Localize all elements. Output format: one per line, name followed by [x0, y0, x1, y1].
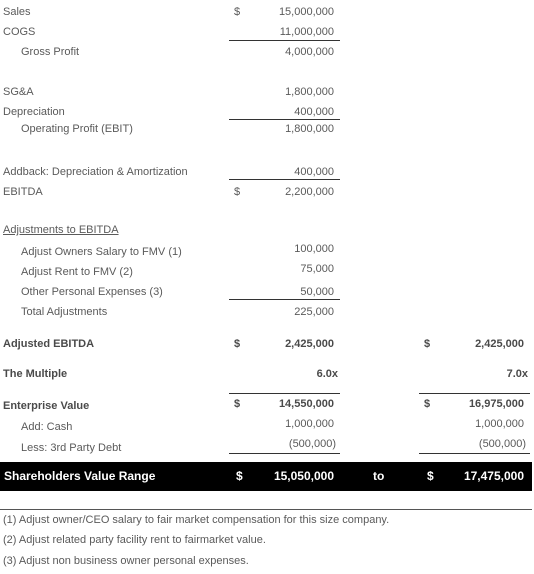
footnote: (3) Adjust non business owner personal expenses.: [3, 555, 249, 567]
add-cash-low: 1,000,000: [285, 418, 334, 430]
banner-label: Shareholders Value Range: [4, 469, 156, 483]
adjustments-heading: Adjustments to EBITDA: [3, 224, 119, 236]
sales-currency: $: [234, 6, 241, 18]
ebit-label: Operating Profit (EBIT): [21, 123, 133, 135]
depreciation-value: 400,000: [294, 106, 334, 118]
gross-profit-label: Gross Profit: [21, 46, 80, 58]
banner-high-value: 17,475,000: [463, 469, 524, 483]
cogs-value: 11,000,000: [279, 26, 334, 38]
adjusted-ebitda-currency-high: $: [424, 338, 431, 350]
adjusted-ebitda-high: 2,425,000: [475, 338, 524, 350]
banner-to: to: [373, 469, 385, 483]
enterprise-value-low: 14,550,000: [278, 398, 334, 410]
cogs-label: COGS: [3, 26, 36, 38]
footnote-divider: [0, 509, 532, 510]
ebit-value: 1,800,000: [285, 123, 334, 135]
less-debt-low: (500,000): [288, 438, 336, 450]
ebitda-label: EBITDA: [3, 186, 43, 198]
multiple-label: The Multiple: [3, 368, 68, 380]
total-adjustments-value: 225,000: [294, 306, 334, 318]
add-cash-high: 1,000,000: [475, 418, 524, 430]
addback-value: 400,000: [294, 166, 334, 178]
enterprise-value-currency-low: $: [234, 398, 241, 410]
subtotal-rule: [229, 119, 340, 120]
adjusted-ebitda-label: Adjusted EBITDA: [3, 338, 95, 350]
sga-label: SG&A: [3, 86, 34, 98]
adjustment-value: 50,000: [300, 286, 334, 298]
subtotal-rule: [419, 393, 530, 394]
adjustment-value: 100,000: [294, 243, 334, 255]
ebitda-value: 2,200,000: [285, 186, 334, 198]
banner-currency-high: $: [427, 469, 434, 483]
subtotal-rule: [229, 179, 340, 180]
sales-value: 15,000,000: [278, 6, 334, 18]
depreciation-label: Depreciation: [3, 106, 65, 118]
subtotal-rule: [229, 453, 340, 454]
adjustment-label: Adjust Rent to FMV (2): [21, 266, 133, 278]
add-cash-label: Add: Cash: [21, 421, 73, 433]
footnote: (2) Adjust related party facility rent to fairmarket value.: [3, 534, 266, 546]
sales-label: Sales: [3, 6, 31, 18]
adjusted-ebitda-low: 2,425,000: [285, 338, 334, 350]
subtotal-rule: [419, 453, 530, 454]
adjustment-label: Other Personal Expenses (3): [21, 286, 163, 298]
subtotal-rule: [229, 299, 340, 300]
enterprise-value-high: 16,975,000: [468, 398, 524, 410]
subtotal-rule: [229, 40, 340, 41]
less-debt-label: Less: 3rd Party Debt: [21, 442, 122, 454]
multiple-high: 7.0x: [506, 368, 528, 380]
multiple-low: 6.0x: [316, 368, 338, 380]
sga-value: 1,800,000: [285, 86, 334, 98]
adjusted-ebitda-currency-low: $: [234, 338, 241, 350]
addback-label: Addback: Depreciation & Amortization: [3, 166, 188, 178]
less-debt-high: (500,000): [478, 438, 526, 450]
enterprise-value-currency-high: $: [424, 398, 431, 410]
gross-profit-value: 4,000,000: [285, 46, 334, 58]
enterprise-value-label: Enterprise Value: [3, 400, 90, 412]
banner-currency-low: $: [236, 469, 243, 483]
banner-low-value: 15,050,000: [273, 469, 334, 483]
subtotal-rule: [229, 393, 340, 394]
total-adjustments-label: Total Adjustments: [21, 306, 108, 318]
footnote: (1) Adjust owner/CEO salary to fair market compensation for this size company.: [3, 514, 390, 526]
adjustment-label: Adjust Owners Salary to FMV (1): [21, 246, 182, 258]
ebitda-currency: $: [234, 186, 241, 198]
shareholders-value-banner: [0, 462, 532, 491]
adjustment-value: 75,000: [300, 263, 334, 275]
